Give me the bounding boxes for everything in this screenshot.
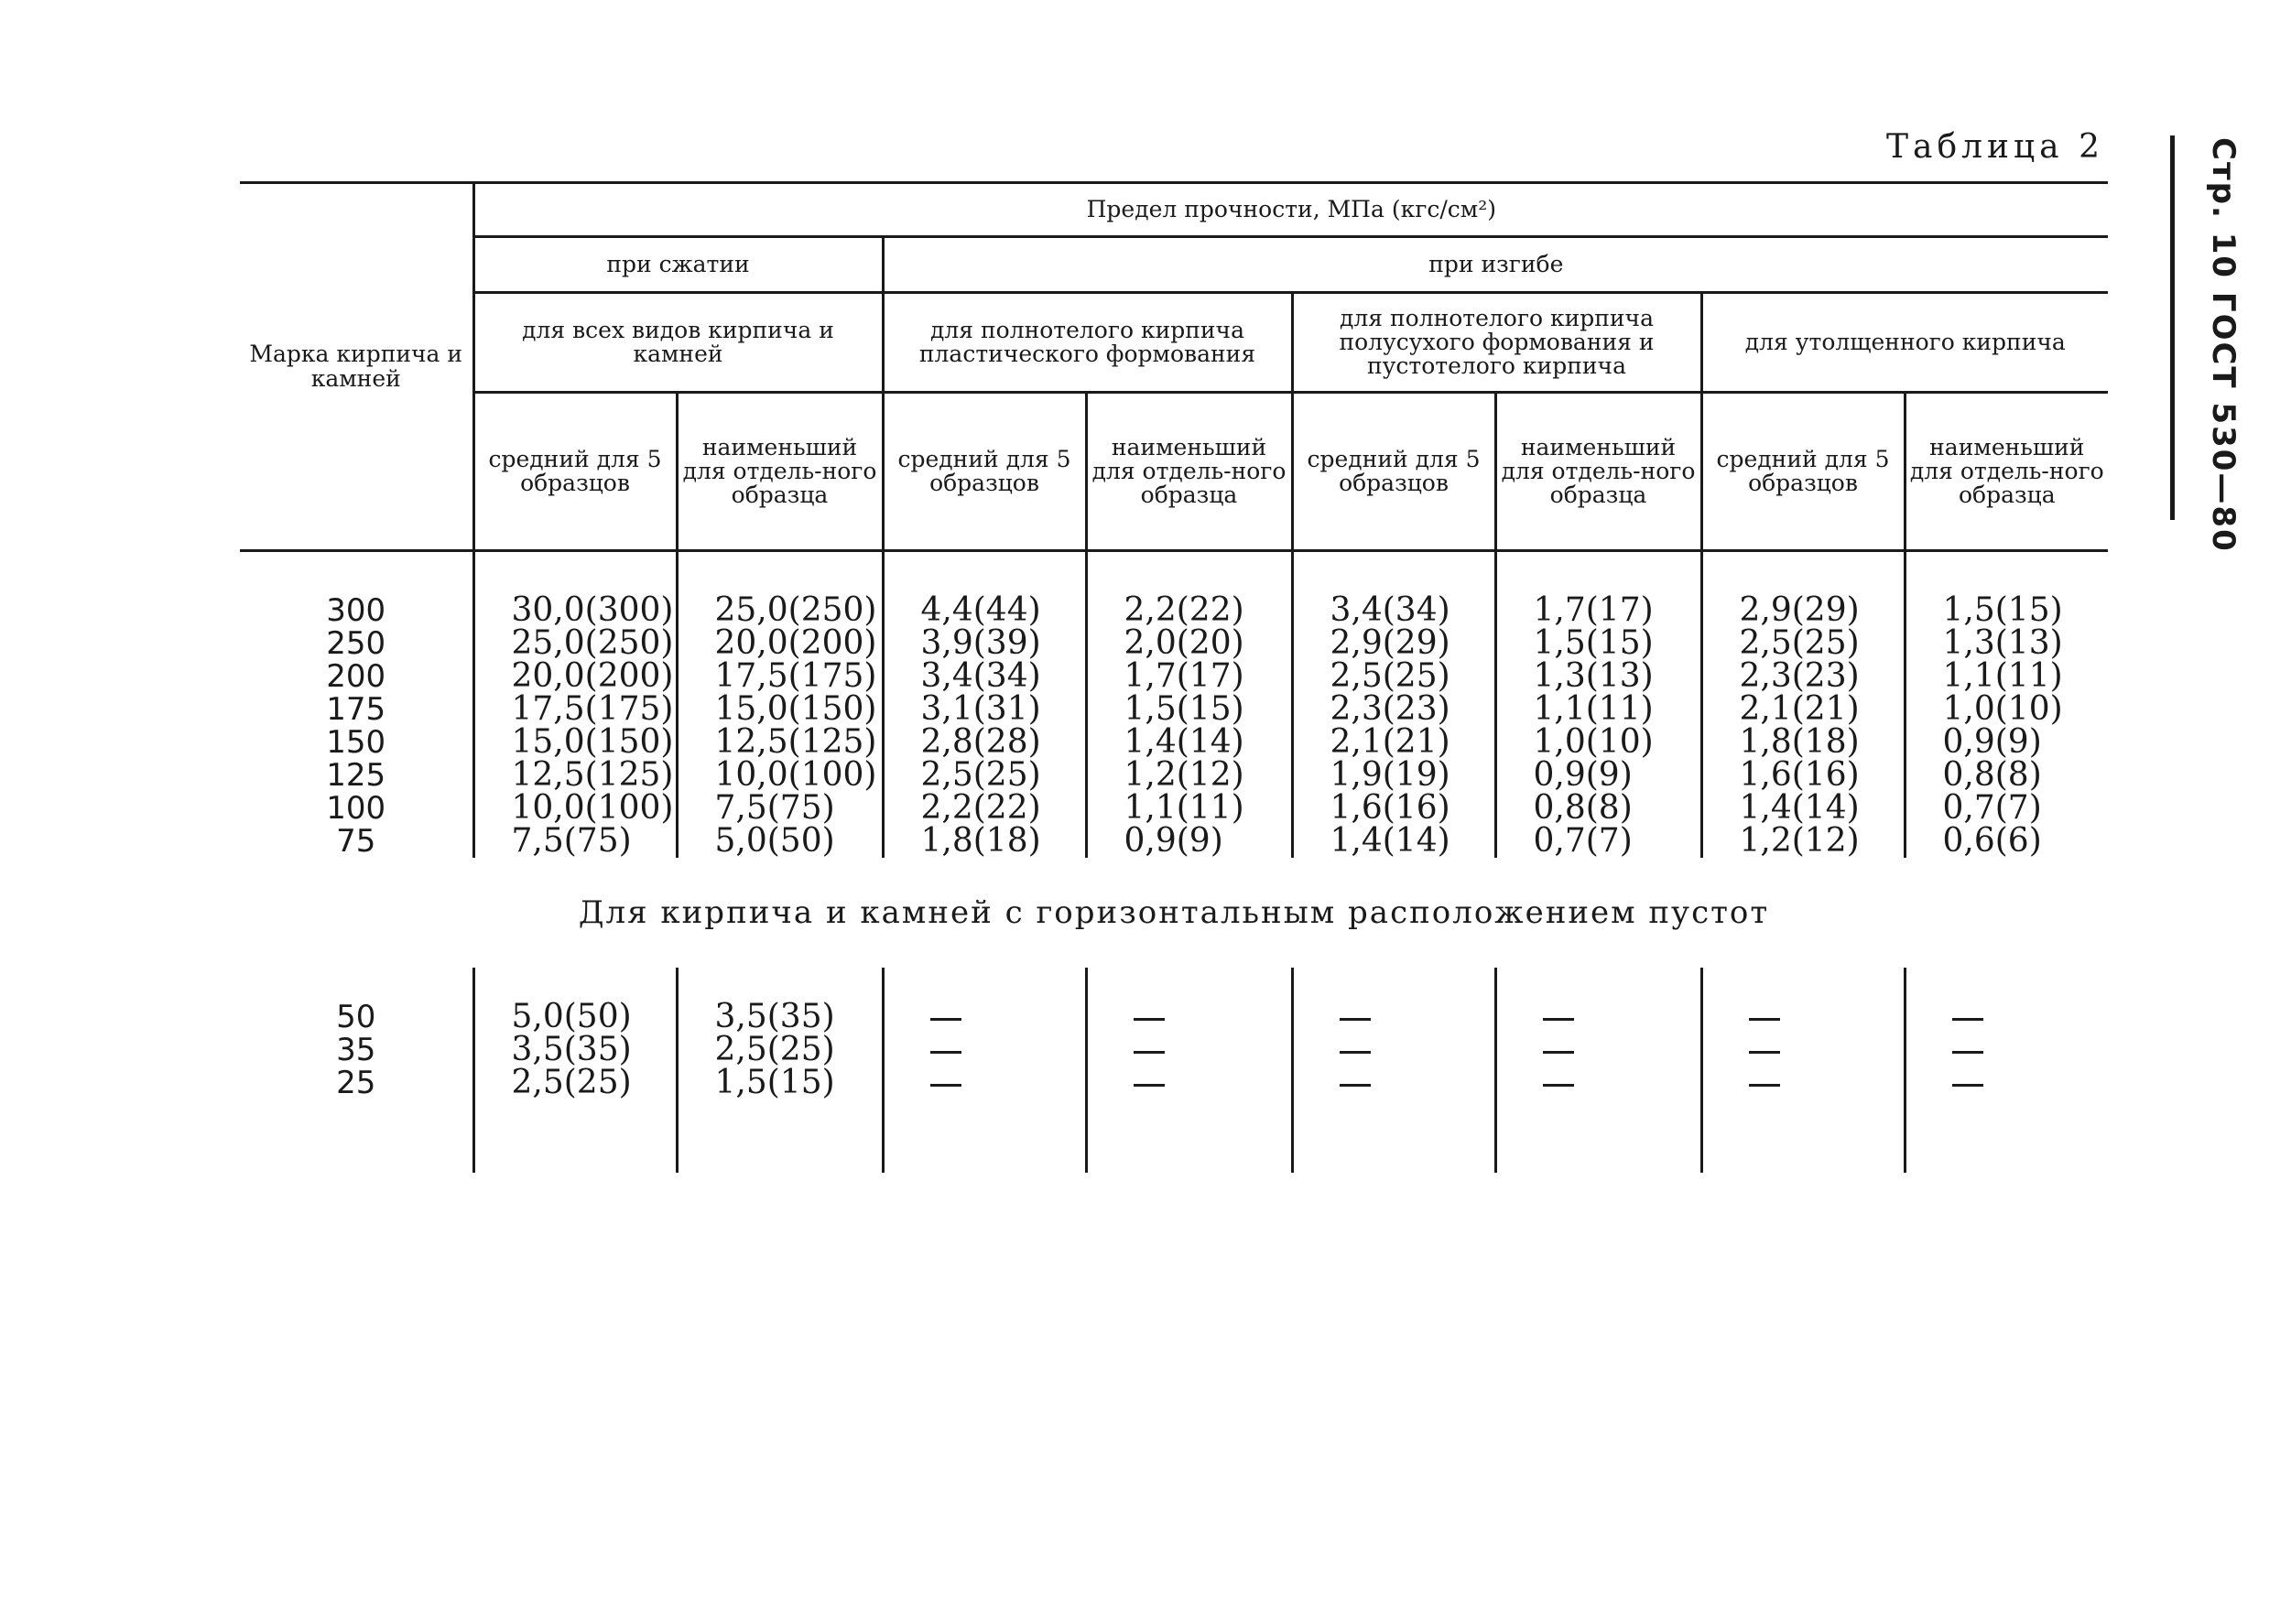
dash-cell: [1086, 1066, 1292, 1099]
value-cell: 0,8(8): [1495, 792, 1701, 825]
dash-cell: [1905, 1001, 2108, 1034]
value-cell: 2,3(23): [1701, 660, 1905, 693]
strength-table-container: [240, 181, 2108, 1173]
value-cell: 1,5(15): [1495, 627, 1701, 660]
dash-mark: [930, 1018, 961, 1021]
grade-cell: 175: [326, 691, 386, 728]
dash-cell: [883, 1034, 1086, 1066]
value-cell: 2,1(21): [1701, 693, 1905, 726]
value-cell: 7,5(75): [677, 792, 883, 825]
dash-cell: [1495, 1001, 1701, 1034]
value-cell: 1,6(16): [1292, 792, 1495, 825]
grade-cell: 50: [336, 999, 376, 1035]
value-cell: 10,0(100): [473, 792, 677, 825]
dash-mark: [1543, 1018, 1574, 1021]
strength-header: Предел прочности, МПа (кгс/см²): [473, 183, 2108, 237]
dash-mark: [1952, 1018, 1983, 1021]
value-cell: 2,2(22): [883, 792, 1086, 825]
value-cell: 2,5(25): [1292, 660, 1495, 693]
grade-cell: 300: [326, 592, 386, 629]
table-row: [240, 759, 2108, 792]
dash-cell: [1701, 1001, 1905, 1034]
value-cell: 1,1(11): [1905, 660, 2108, 693]
value-cell: 7,5(75): [473, 825, 677, 858]
col-header-min: наименьший для отдель-ного образца: [1086, 393, 1292, 551]
dash-cell: [883, 1001, 1086, 1034]
value-cell: 2,0(20): [1086, 627, 1292, 660]
dash-cell: [1292, 1066, 1495, 1099]
value-cell: 30,0(300): [473, 594, 677, 627]
value-cell: 5,0(50): [677, 825, 883, 858]
value-cell: 2,5(25): [677, 1034, 883, 1066]
dash-cell: [1086, 1001, 1292, 1034]
value-cell: 3,9(39): [883, 627, 1086, 660]
value-cell: 1,9(19): [1292, 759, 1495, 792]
value-cell: 1,8(18): [883, 825, 1086, 858]
value-cell: 25,0(250): [473, 627, 677, 660]
table-row: [240, 594, 2108, 627]
table-row: [240, 660, 2108, 693]
col-header-avg: средний для 5 образцов: [1292, 393, 1495, 551]
value-cell: 0,8(8): [1905, 759, 2108, 792]
value-cell: 2,9(29): [1701, 594, 1905, 627]
grade-cell: 25: [336, 1065, 376, 1101]
value-cell: 1,4(14): [1086, 726, 1292, 759]
value-cell: 1,7(17): [1495, 594, 1701, 627]
dash-mark: [930, 1051, 961, 1054]
value-cell: 15,0(150): [473, 726, 677, 759]
dash-cell: [1292, 1001, 1495, 1034]
dash-mark: [1952, 1051, 1983, 1054]
value-cell: 17,5(175): [677, 660, 883, 693]
dash-mark: [1952, 1084, 1983, 1087]
value-cell: 15,0(150): [677, 693, 883, 726]
dash-mark: [930, 1084, 961, 1087]
value-cell: 1,4(14): [1292, 825, 1495, 858]
col-header-min: наименьший для отдель-ного образца: [1905, 393, 2108, 551]
dash-mark: [1749, 1084, 1780, 1087]
bend-plastic-header: для полнотелого кирпича пластического формования: [883, 293, 1292, 393]
value-cell: 25,0(250): [677, 594, 883, 627]
value-cell: 0,9(9): [1086, 825, 1292, 858]
value-cell: 0,6(6): [1905, 825, 2108, 858]
value-cell: 2,3(23): [1292, 693, 1495, 726]
value-cell: 2,1(21): [1292, 726, 1495, 759]
value-cell: 4,4(44): [883, 594, 1086, 627]
dash-mark: [1340, 1084, 1371, 1087]
value-cell: 1,2(12): [1701, 825, 1905, 858]
value-cell: 1,1(11): [1086, 792, 1292, 825]
value-cell: 3,1(31): [883, 693, 1086, 726]
bend-semidry-header: для полнотелого кирпича полусухого формования и пустотелого кирпича: [1292, 293, 1701, 393]
table-row: [240, 792, 2108, 825]
grade-header: Марка кирпича и камней: [240, 183, 473, 551]
value-cell: 12,5(125): [473, 759, 677, 792]
value-cell: 17,5(175): [473, 693, 677, 726]
col-header-min: наименьший для отдель-ного образца: [677, 393, 883, 551]
page-running-header: Стр. 10 ГОСТ 530—80: [2205, 137, 2242, 553]
dash-cell: [1495, 1034, 1701, 1066]
value-cell: 3,5(35): [677, 1001, 883, 1034]
value-cell: 0,7(7): [1495, 825, 1701, 858]
dash-cell: [1292, 1034, 1495, 1066]
grade-cell: 75: [336, 823, 376, 860]
dash-cell: [1905, 1066, 2108, 1099]
hollow-note: Для кирпича и камней с горизонтальным расположением пустот: [578, 894, 1770, 931]
dash-mark: [1340, 1051, 1371, 1054]
dash-mark: [1134, 1051, 1165, 1054]
value-cell: 2,5(25): [883, 759, 1086, 792]
dash-cell: [1905, 1034, 2108, 1066]
value-cell: 3,4(34): [1292, 594, 1495, 627]
dash-mark: [1543, 1084, 1574, 1087]
grade-cell: 100: [326, 790, 386, 827]
value-cell: 1,5(15): [1086, 693, 1292, 726]
col-header-avg: средний для 5 образцов: [1701, 393, 1905, 551]
dash-mark: [1340, 1018, 1371, 1021]
value-cell: 1,5(15): [677, 1066, 883, 1099]
dash-cell: [1701, 1066, 1905, 1099]
value-cell: 12,5(125): [677, 726, 883, 759]
col-header-min: наименьший для отдель-ного образца: [1495, 393, 1701, 551]
value-cell: 0,9(9): [1905, 726, 2108, 759]
value-cell: 1,2(12): [1086, 759, 1292, 792]
grade-cell: 200: [326, 658, 386, 695]
grade-cell: 35: [336, 1032, 376, 1068]
value-cell: 20,0(200): [473, 660, 677, 693]
value-cell: 20,0(200): [677, 627, 883, 660]
value-cell: 1,5(15): [1905, 594, 2108, 627]
value-cell: 1,4(14): [1701, 792, 1905, 825]
table-row: [240, 627, 2108, 660]
value-cell: 1,3(13): [1905, 627, 2108, 660]
table-row: [240, 1066, 2108, 1099]
dash-mark: [1134, 1084, 1165, 1087]
value-cell: 1,1(11): [1495, 693, 1701, 726]
value-cell: 1,7(17): [1086, 660, 1292, 693]
grade-cell: 150: [326, 724, 386, 761]
value-cell: 2,8(28): [883, 726, 1086, 759]
bending-header: при изгибе: [883, 237, 2108, 293]
dash-cell: [1495, 1066, 1701, 1099]
value-cell: 3,5(35): [473, 1034, 677, 1066]
grade-cell: 125: [326, 757, 386, 794]
table-row: [240, 825, 2108, 858]
value-cell: 2,2(22): [1086, 594, 1292, 627]
table-row: [240, 693, 2108, 726]
value-cell: 5,0(50): [473, 1001, 677, 1034]
value-cell: 1,3(13): [1495, 660, 1701, 693]
value-cell: 0,7(7): [1905, 792, 2108, 825]
side-rule: [2170, 135, 2175, 520]
strength-table: [240, 181, 2108, 1173]
value-cell: 2,5(25): [473, 1066, 677, 1099]
dash-mark: [1134, 1018, 1165, 1021]
value-cell: 2,9(29): [1292, 627, 1495, 660]
dash-cell: [1086, 1034, 1292, 1066]
col-header-avg: средний для 5 образцов: [883, 393, 1086, 551]
value-cell: 3,4(34): [883, 660, 1086, 693]
value-cell: 1,0(10): [1905, 693, 2108, 726]
dash-mark: [1749, 1018, 1780, 1021]
dash-mark: [1749, 1051, 1780, 1054]
value-cell: 2,5(25): [1701, 627, 1905, 660]
table-number: Таблица 2: [1886, 128, 2104, 166]
comp-all-header: для всех видов кирпича и камней: [473, 293, 883, 393]
col-header-avg: средний для 5 образцов: [473, 393, 677, 551]
table-row: [240, 726, 2108, 759]
grade-cell: 250: [326, 625, 386, 662]
dash-cell: [1701, 1034, 1905, 1066]
value-cell: 1,0(10): [1495, 726, 1701, 759]
value-cell: 0,9(9): [1495, 759, 1701, 792]
dash-mark: [1543, 1051, 1574, 1054]
compression-header: при сжатии: [473, 237, 883, 293]
bend-thick-header: для утолщенного кирпича: [1701, 293, 2108, 393]
value-cell: 1,6(16): [1701, 759, 1905, 792]
table-row: [240, 1001, 2108, 1034]
table-row: [240, 1034, 2108, 1066]
value-cell: 10,0(100): [677, 759, 883, 792]
value-cell: 1,8(18): [1701, 726, 1905, 759]
dash-cell: [883, 1066, 1086, 1099]
